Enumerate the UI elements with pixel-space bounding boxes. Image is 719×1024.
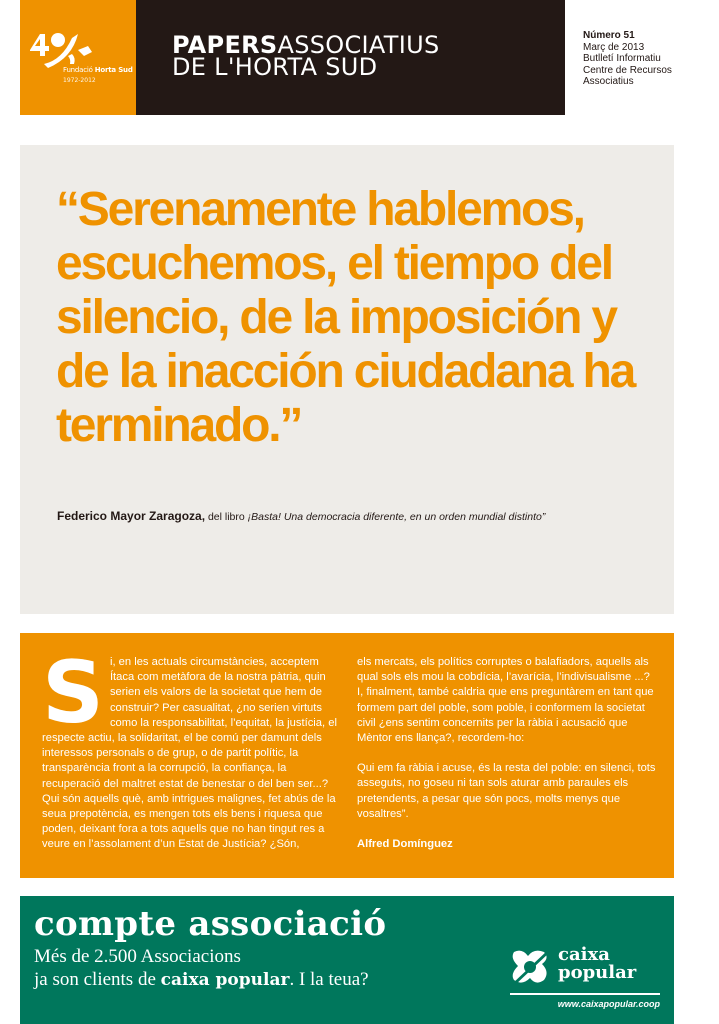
title-light-word: ASSOCIATIUS xyxy=(277,31,440,59)
article-paragraph: Qui em fa ràbia i acuse, és la resta del poble: en silenci, tots asseguts, no goseu ni tan sols aturar amb paraules els pretendents, a pesar que són pocs, molts menys que vosaltres”. xyxy=(357,762,656,820)
ad-subline-1: Més de 2.500 Associacions xyxy=(34,946,241,967)
caixa-popular-advertisement[interactable] xyxy=(20,896,674,1024)
title-bold-word: PAPERS xyxy=(172,31,278,59)
quote-source-prefix: del libro xyxy=(205,511,248,523)
issue-publisher-line2: Associatius xyxy=(583,76,634,87)
quote-book-title: ¡Basta! Una democracia diferente, en un orden mundial distinto” xyxy=(247,511,546,523)
ad-subline-prefix: ja son clients de xyxy=(34,969,161,990)
caixa-popular-url-link[interactable]: www.caixapopular.coop xyxy=(557,999,660,1009)
foundation-name-bold: Horta Sud xyxy=(94,66,133,74)
wordmark-line2: popular xyxy=(558,962,637,983)
issue-info xyxy=(583,30,672,88)
wordmark-line1: caixa xyxy=(558,944,610,965)
foundation-years: 1972-2012 xyxy=(63,77,96,84)
article-column-left xyxy=(42,643,338,868)
issue-publisher-line1: Centre de Recursos xyxy=(583,64,672,76)
caixa-popular-logo[interactable] xyxy=(508,944,660,1018)
article-dropcap: S xyxy=(42,643,104,743)
ad-subline-suffix: . I la teua? xyxy=(289,969,369,990)
publication-title-block xyxy=(136,0,565,115)
foundation-name xyxy=(63,66,133,74)
featured-quote-text: “Serenamente hablemos, escuchemos, el tiempo del silencio, de la imposición y de la inacción ciudadana ha terminado.” xyxy=(56,183,635,452)
publication-title-line2: DE L'HORTA SUD xyxy=(172,53,378,81)
issue-type: Butlletí Informatiu xyxy=(583,53,661,64)
logo-divider xyxy=(510,993,660,995)
foundation-logo-block xyxy=(20,0,136,115)
caixa-popular-wordmark xyxy=(558,946,636,982)
issue-date: Març de 2013 xyxy=(583,41,645,53)
ad-brand-name: caixa popular xyxy=(160,970,290,990)
article-column-right xyxy=(357,655,657,867)
featured-quote-block xyxy=(20,145,674,614)
fundacio-40-anniversary-logo-icon xyxy=(28,28,98,68)
foundation-prefix: Fundació xyxy=(63,66,93,74)
editorial-article xyxy=(20,633,674,878)
issue-number: Número 51 xyxy=(583,30,635,41)
quote-author: Federico Mayor Zaragoza, xyxy=(57,509,206,523)
quote-attribution xyxy=(57,509,545,523)
caixa-popular-logo-icon xyxy=(510,948,550,986)
ad-subline-2 xyxy=(34,969,369,991)
article-paragraph: i, en les actuals circumstàncies, acceptem Ítaca com metàfora de la nostra pàtria, quin serien els valors de la societat que hem de construir? Per casualitat, ¿no serien virtuts como la responsabilitat, l’equitat, la justícia, el respecte actiu, la solidaritat, el be comú per damunt dels interessos personals o de grup, o de partit polític, la transparència front a la corrupció, la confiança, la recuperació del maltret estat de benestar o del ben ser...? Qui són aquells què, amb intrigues malignes, fet abús de la seua prepotència, es mengen tots els bens i riquesa que poden, deixant fora a tots aquells que no han tingut res a veure en l’assolament d’un Estat de Justícia? ¿Són, xyxy=(42,656,337,851)
article-signature: Alfred Domínguez xyxy=(357,838,453,851)
article-paragraph: els mercats, els polítics corruptes o balafiadors, aquells als qual sols els mou la cobdícia, l’avarícia, l’indivisualisme ...? I, finalment, també caldria que ens preguntàrem en tant que formem part del poble, som poble, i conformem la societat civil ¿ens sentim concernits per la ràbia i acusació que Mèntor ens llança?, recordem-ho: xyxy=(357,656,654,745)
ad-headline: compte associació xyxy=(34,904,387,944)
